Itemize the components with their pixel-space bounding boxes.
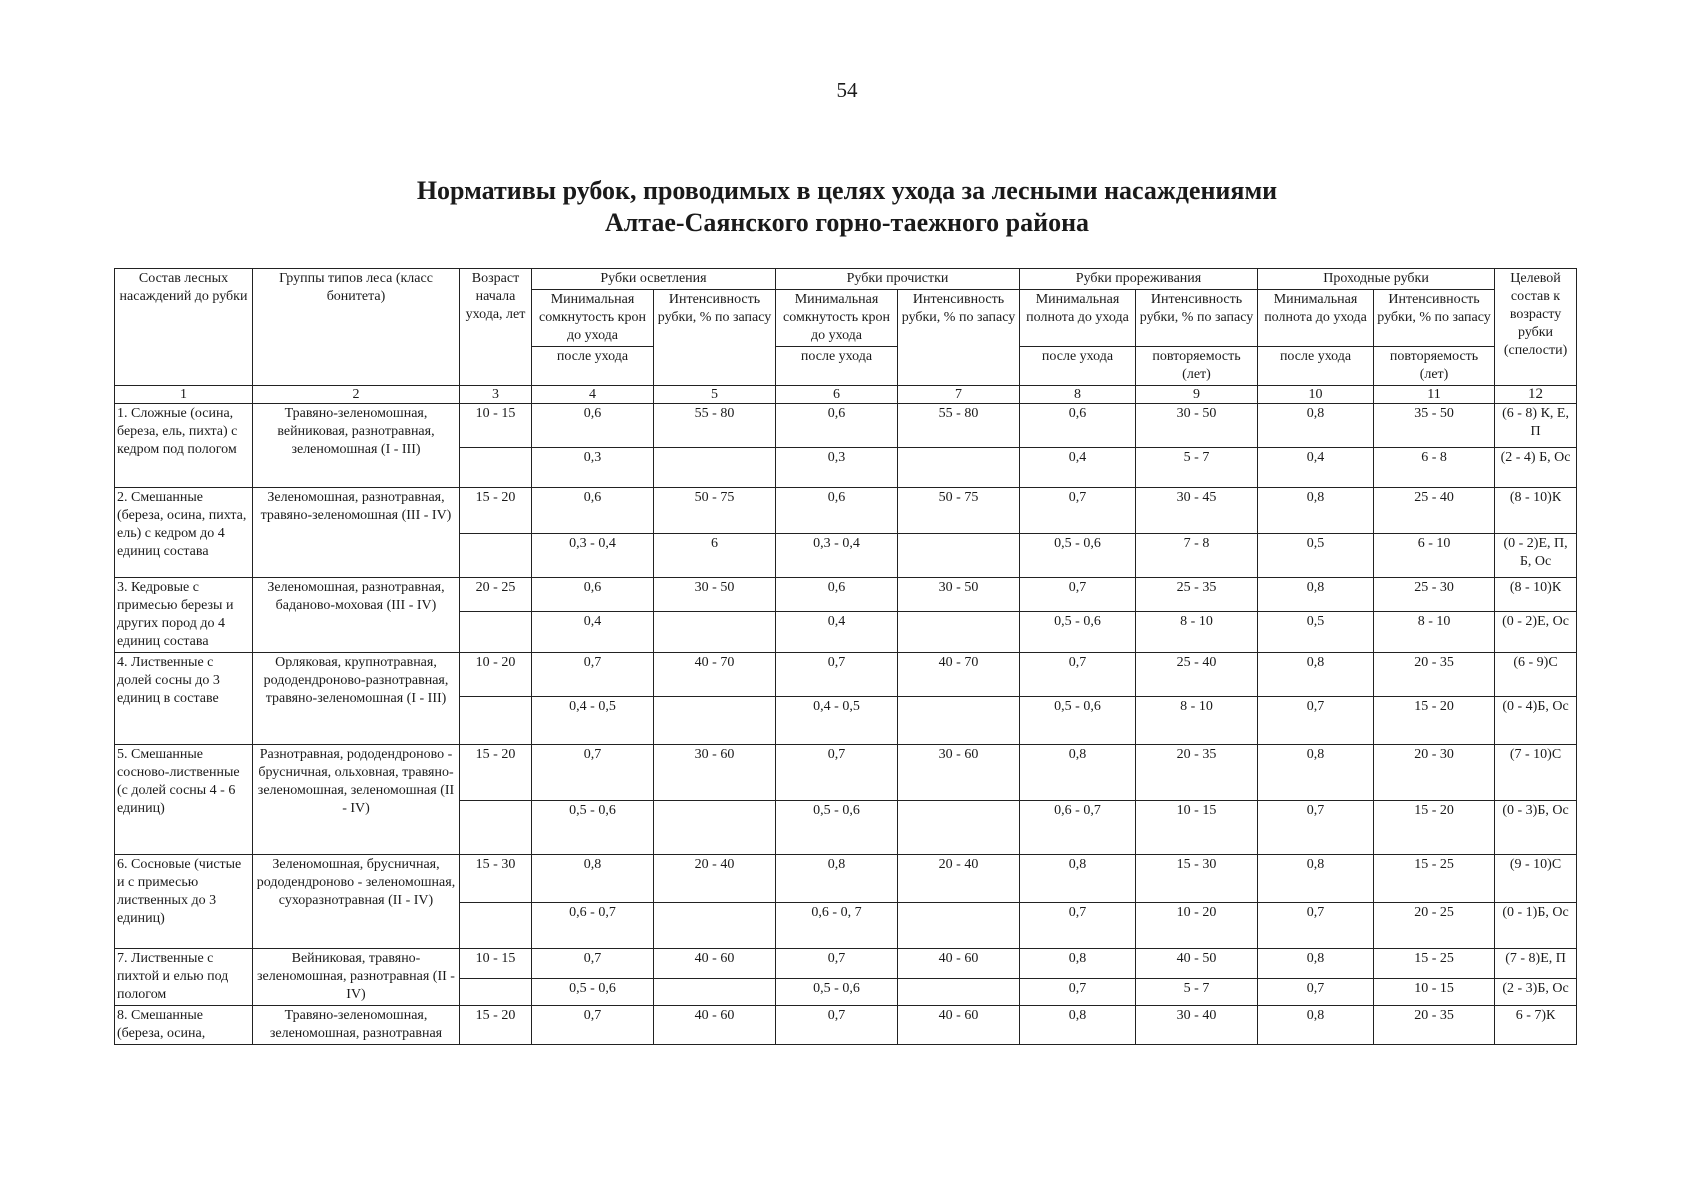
value-cell: 5 - 7 [1136, 978, 1258, 1005]
value-cell: 8 - 10 [1374, 612, 1495, 653]
forest-types-cell: Зеленомошная, разнотравная, травяно-зеленомошная (III - IV) [253, 488, 460, 578]
value-cell: 15 - 25 [1374, 855, 1495, 903]
value-cell: 0,4 [1020, 448, 1136, 488]
start-age-cell: 15 - 20 [460, 488, 532, 534]
page-number: 54 [836, 78, 858, 102]
value-cell: (8 - 10)К [1495, 578, 1577, 612]
value-cell: 0,6 [776, 488, 898, 534]
forest-types-cell: Травяно-зеленомошная, зеленомошная, разнотравная [253, 1006, 460, 1045]
composition-cell: 8. Смешанные (береза, осина, [115, 1006, 253, 1045]
value-cell: 0,8 [776, 855, 898, 903]
value-cell: 0,8 [1020, 855, 1136, 903]
value-cell: 30 - 60 [898, 745, 1020, 801]
value-cell: 0,3 [776, 448, 898, 488]
value-cell: 25 - 30 [1374, 578, 1495, 612]
value-cell: 0,6 [532, 488, 654, 534]
header-start-age: Возраст начала ухода, лет [460, 269, 532, 386]
column-number: 3 [460, 386, 532, 404]
value-cell: 0,7 [1020, 978, 1136, 1005]
value-cell: 0,3 - 0,4 [532, 534, 654, 578]
value-cell: 25 - 40 [1374, 488, 1495, 534]
start-age-cell: 15 - 20 [460, 745, 532, 801]
value-cell: 40 - 60 [898, 1006, 1020, 1045]
value-cell: 10 - 15 [1136, 801, 1258, 855]
value-cell: 0,7 [776, 745, 898, 801]
value-cell: 0,5 - 0,6 [1020, 697, 1136, 745]
value-cell: 0,7 [1258, 903, 1374, 949]
value-cell: 30 - 40 [1136, 1006, 1258, 1045]
table-row [115, 488, 1577, 534]
table-row [115, 1006, 1577, 1045]
value-cell: 0,5 - 0,6 [1020, 534, 1136, 578]
composition-cell: 3. Кедровые с примесью березы и других пород до 4 единиц состава [115, 578, 253, 653]
value-cell: (0 - 1)Б, Ос [1495, 903, 1577, 949]
value-cell: 0,5 - 0,6 [532, 801, 654, 855]
value-cell: 0,4 [776, 612, 898, 653]
value-cell: (0 - 3)Б, Ос [1495, 801, 1577, 855]
start-age-cell [460, 534, 532, 578]
value-cell: 55 - 80 [898, 404, 1020, 448]
value-cell: (9 - 10)С [1495, 855, 1577, 903]
start-age-cell: 10 - 15 [460, 404, 532, 448]
header-passing: Проходные рубки [1258, 269, 1495, 290]
table-body [115, 404, 1577, 1045]
value-cell: 0,8 [1258, 404, 1374, 448]
value-cell [654, 978, 776, 1005]
forest-types-cell: Зеленомошная, брусничная, рододендроново - зеленомошная, сухоразнотравная (II - IV) [253, 855, 460, 949]
start-age-cell [460, 697, 532, 745]
column-number: 9 [1136, 386, 1258, 404]
value-cell: 0,5 - 0,6 [776, 978, 898, 1005]
value-cell: 0,7 [1258, 697, 1374, 745]
value-cell: 0,7 [1020, 903, 1136, 949]
header-min-closure: Минимальная сомкнутость крон до ухода [776, 290, 898, 347]
column-number: 7 [898, 386, 1020, 404]
start-age-cell [460, 612, 532, 653]
value-cell: 10 - 20 [1136, 903, 1258, 949]
value-cell: 7 - 8 [1136, 534, 1258, 578]
value-cell: 0,6 [776, 578, 898, 612]
value-cell: 40 - 60 [898, 949, 1020, 979]
value-cell: 0,8 [1258, 1006, 1374, 1045]
value-cell: 15 - 20 [1374, 697, 1495, 745]
composition-cell: 5. Смешанные сосново-лиственные (с долей сосны 4 - 6 единиц) [115, 745, 253, 855]
value-cell: 0,8 [1020, 949, 1136, 979]
value-cell: 8 - 10 [1136, 697, 1258, 745]
value-cell: (7 - 8)Е, П [1495, 949, 1577, 979]
value-cell [898, 903, 1020, 949]
composition-cell: 7. Лиственные с пихтой и елью под пологом [115, 949, 253, 1006]
composition-cell: 2. Смешанные (береза, осина, пихта, ель) с кедром до 4 единиц состава [115, 488, 253, 578]
value-cell: 0,7 [532, 1006, 654, 1045]
value-cell: 50 - 75 [654, 488, 776, 534]
value-cell: 20 - 25 [1374, 903, 1495, 949]
header-after-care: после ухода [532, 347, 654, 386]
value-cell: 0,7 [776, 1006, 898, 1045]
page-title [0, 175, 1694, 239]
table-row [115, 578, 1577, 612]
header-lightening: Рубки осветления [532, 269, 776, 290]
value-cell: 40 - 50 [1136, 949, 1258, 979]
header-cleaning: Рубки прочистки [776, 269, 1020, 290]
table-row [115, 949, 1577, 979]
value-cell [898, 978, 1020, 1005]
value-cell: 0,8 [1258, 653, 1374, 697]
value-cell: 0,7 [1258, 801, 1374, 855]
value-cell: 0,5 - 0,6 [532, 978, 654, 1005]
start-age-cell: 20 - 25 [460, 578, 532, 612]
value-cell: 25 - 40 [1136, 653, 1258, 697]
value-cell: (6 - 9)С [1495, 653, 1577, 697]
value-cell: 40 - 60 [654, 949, 776, 979]
table-row [115, 745, 1577, 801]
forest-types-cell: Разнотравная, рододендроново - брусничная, ольховная, травяно-зеленомошная, зеленомошная (II - IV) [253, 745, 460, 855]
value-cell: 25 - 35 [1136, 578, 1258, 612]
value-cell: 0,7 [776, 653, 898, 697]
value-cell: 0,7 [1258, 978, 1374, 1005]
header-thinning: Рубки прореживания [1020, 269, 1258, 290]
value-cell: 30 - 45 [1136, 488, 1258, 534]
header-repeatability: повторяемость (лет) [1374, 347, 1495, 386]
column-number: 5 [654, 386, 776, 404]
value-cell: 20 - 30 [1374, 745, 1495, 801]
header-forest-types: Группы типов леса (класс бонитета) [253, 269, 460, 386]
header-repeatability: повторяемость (лет) [1136, 347, 1258, 386]
value-cell: 0,7 [776, 949, 898, 979]
header-min-closure: Минимальная сомкнутость крон до ухода [532, 290, 654, 347]
start-age-cell [460, 448, 532, 488]
value-cell: 6 - 10 [1374, 534, 1495, 578]
start-age-cell [460, 978, 532, 1005]
norms-table [114, 268, 1577, 1045]
value-cell: 0,4 [532, 612, 654, 653]
header-after-care: после ухода [1258, 347, 1374, 386]
table-row [115, 855, 1577, 903]
value-cell: 0,8 [1258, 578, 1374, 612]
value-cell: 0,5 [1258, 612, 1374, 653]
value-cell: 20 - 40 [654, 855, 776, 903]
value-cell: 0,7 [1020, 488, 1136, 534]
value-cell: 40 - 70 [898, 653, 1020, 697]
header-intensity: Интенсивность рубки, % по запасу [1374, 290, 1495, 347]
start-age-cell: 10 - 15 [460, 949, 532, 979]
forest-types-cell: Вейниковая, травяно-зеленомошная, разнотравная (II - IV) [253, 949, 460, 1006]
header-min-density: Минимальная полнота до ухода [1258, 290, 1374, 347]
start-age-cell: 10 - 20 [460, 653, 532, 697]
title-line-2: Алтае-Саянского горно-таежного района [604, 208, 1090, 237]
value-cell: 0,8 [1020, 1006, 1136, 1045]
value-cell: 0,4 - 0,5 [532, 697, 654, 745]
column-number: 4 [532, 386, 654, 404]
value-cell: 6 [654, 534, 776, 578]
value-cell: (0 - 4)Б, Ос [1495, 697, 1577, 745]
forest-types-cell: Орляковая, крупнотравная, рододендроново-разнотравная, травяно-зеленомошная (I - III) [253, 653, 460, 745]
composition-cell: 1. Сложные (осина, береза, ель, пихта) с кедром под пологом [115, 404, 253, 488]
value-cell: 35 - 50 [1374, 404, 1495, 448]
start-age-cell: 15 - 30 [460, 855, 532, 903]
value-cell: 0,7 [532, 745, 654, 801]
value-cell: 0,7 [1020, 578, 1136, 612]
value-cell: (2 - 3)Б, Ос [1495, 978, 1577, 1005]
title-line-1: Нормативы рубок, проводимых в целях ухода за лесными насаждениями [416, 176, 1278, 205]
value-cell [898, 801, 1020, 855]
value-cell: 0,7 [1020, 653, 1136, 697]
value-cell: 0,8 [1258, 745, 1374, 801]
header-intensity: Интенсивность рубки, % по запасу [1136, 290, 1258, 347]
value-cell [654, 801, 776, 855]
value-cell [898, 697, 1020, 745]
header-min-density: Минимальная полнота до ухода [1020, 290, 1136, 347]
table-row [115, 404, 1577, 448]
value-cell: (0 - 2)Е, Ос [1495, 612, 1577, 653]
value-cell: 30 - 50 [1136, 404, 1258, 448]
value-cell: 30 - 50 [654, 578, 776, 612]
value-cell [654, 448, 776, 488]
value-cell: 0,6 - 0,7 [1020, 801, 1136, 855]
value-cell [898, 448, 1020, 488]
header-target: Целевой состав к возрасту рубки (спелости) [1495, 269, 1577, 386]
forest-types-cell: Травяно-зеленомошная, вейниковая, разнотравная, зеленомошная (I - III) [253, 404, 460, 488]
value-cell: 0,6 - 0,7 [532, 903, 654, 949]
composition-cell: 6. Сосновые (чистые и с примесью лиственных до 3 единиц) [115, 855, 253, 949]
value-cell [654, 612, 776, 653]
value-cell: 0,6 - 0, 7 [776, 903, 898, 949]
start-age-cell [460, 801, 532, 855]
value-cell: 0,8 [532, 855, 654, 903]
table-row [115, 653, 1577, 697]
value-cell: 0,8 [1258, 949, 1374, 979]
value-cell [654, 697, 776, 745]
column-number: 12 [1495, 386, 1577, 404]
header-intensity: Интенсивность рубки, % по запасу [654, 290, 776, 386]
value-cell: 0,6 [1020, 404, 1136, 448]
value-cell: 0,4 [1258, 448, 1374, 488]
value-cell: 30 - 60 [654, 745, 776, 801]
value-cell: 0,6 [532, 404, 654, 448]
header-composition: Состав лесных насаждений до рубки [115, 269, 253, 386]
value-cell: 0,8 [1258, 488, 1374, 534]
value-cell: 20 - 35 [1136, 745, 1258, 801]
value-cell: 0,3 - 0,4 [776, 534, 898, 578]
table-header [115, 269, 1577, 404]
column-number: 2 [253, 386, 460, 404]
header-after-care: после ухода [1020, 347, 1136, 386]
start-age-cell: 15 - 20 [460, 1006, 532, 1045]
value-cell: 15 - 30 [1136, 855, 1258, 903]
column-number: 1 [115, 386, 253, 404]
value-cell: 0,5 - 0,6 [1020, 612, 1136, 653]
start-age-cell [460, 903, 532, 949]
value-cell: (2 - 4) Б, Ос [1495, 448, 1577, 488]
value-cell: 0,5 - 0,6 [776, 801, 898, 855]
value-cell: 0,4 - 0,5 [776, 697, 898, 745]
column-number: 10 [1258, 386, 1374, 404]
value-cell: 0,3 [532, 448, 654, 488]
value-cell: 8 - 10 [1136, 612, 1258, 653]
header-after-care: после ухода [776, 347, 898, 386]
value-cell: 0,5 [1258, 534, 1374, 578]
value-cell [898, 612, 1020, 653]
value-cell: 0,7 [532, 949, 654, 979]
value-cell: 30 - 50 [898, 578, 1020, 612]
value-cell: 6 - 8 [1374, 448, 1495, 488]
value-cell: 10 - 15 [1374, 978, 1495, 1005]
value-cell: 20 - 40 [898, 855, 1020, 903]
value-cell: 0,7 [532, 653, 654, 697]
value-cell: 50 - 75 [898, 488, 1020, 534]
value-cell [898, 534, 1020, 578]
value-cell: 40 - 70 [654, 653, 776, 697]
value-cell: 15 - 20 [1374, 801, 1495, 855]
value-cell: 0,8 [1258, 855, 1374, 903]
value-cell: (8 - 10)К [1495, 488, 1577, 534]
value-cell: 20 - 35 [1374, 1006, 1495, 1045]
column-number: 8 [1020, 386, 1136, 404]
value-cell: 5 - 7 [1136, 448, 1258, 488]
value-cell: 40 - 60 [654, 1006, 776, 1045]
header-intensity: Интенсивность рубки, % по запасу [898, 290, 1020, 386]
column-number: 6 [776, 386, 898, 404]
value-cell: 0,8 [1020, 745, 1136, 801]
value-cell: (6 - 8) К, Е, П [1495, 404, 1577, 448]
column-number: 11 [1374, 386, 1495, 404]
value-cell: (0 - 2)Е, П, Б, Ос [1495, 534, 1577, 578]
value-cell: 15 - 25 [1374, 949, 1495, 979]
forest-types-cell: Зеленомошная, разнотравная, баданово-моховая (III - IV) [253, 578, 460, 653]
value-cell [654, 903, 776, 949]
value-cell: 0,6 [776, 404, 898, 448]
value-cell: 0,6 [532, 578, 654, 612]
value-cell: (7 - 10)С [1495, 745, 1577, 801]
value-cell: 20 - 35 [1374, 653, 1495, 697]
composition-cell: 4. Лиственные с долей сосны до 3 единиц в составе [115, 653, 253, 745]
value-cell: 6 - 7)К [1495, 1006, 1577, 1045]
value-cell: 55 - 80 [654, 404, 776, 448]
